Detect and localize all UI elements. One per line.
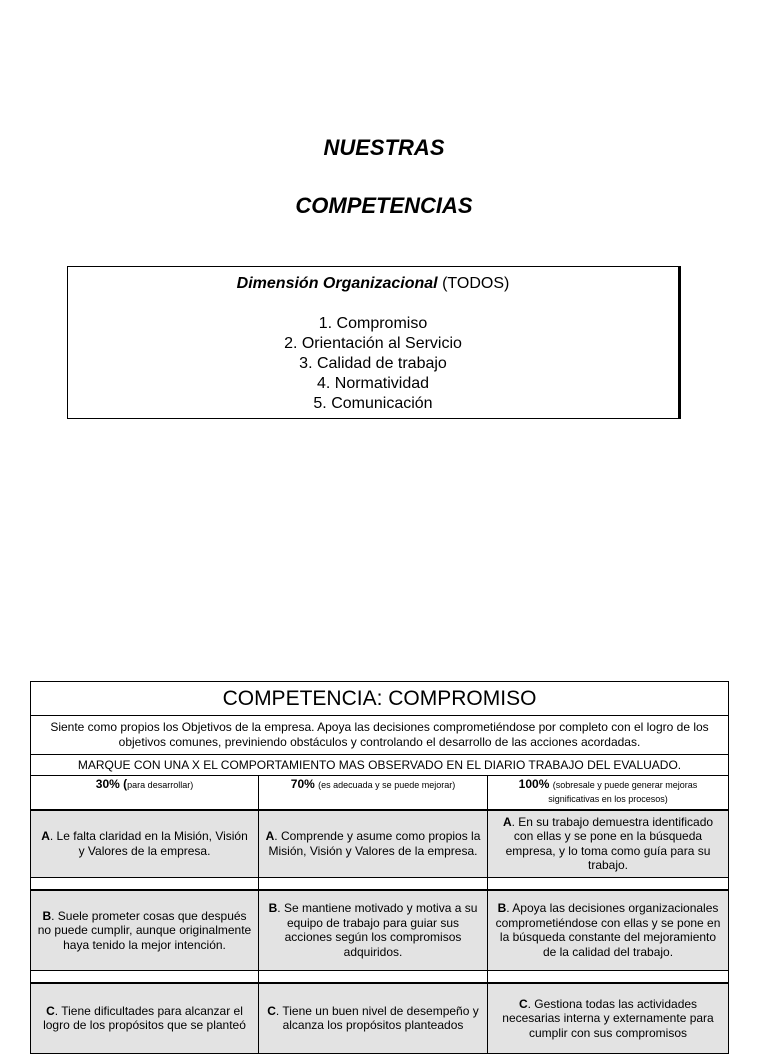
competency-list-item: 4. Normatividad	[316, 375, 430, 392]
blank-cell	[31, 877, 259, 890]
title-line-2: COMPETENCIAS	[295, 193, 473, 218]
behavior-option-b-100[interactable]: B. Apoya las decisiones organizacionales comprometiéndose con ellas y se pone en la búsqueda constante del mejoramiento de la calidad del trabajo.	[488, 890, 729, 971]
behavior-option-b-30[interactable]: B. Suele prometer cosas que después no puede cumplir, aunque originalmente haya tenido la mejor intención.	[31, 890, 259, 971]
dimension-box	[67, 266, 679, 419]
competency-list	[68, 314, 678, 414]
title-line-1: NUESTRAS	[323, 135, 445, 160]
level-header-100: 100% (sobresale y puede generar mejoras significativas en los procesos)	[488, 776, 729, 811]
blank-cell	[259, 877, 488, 890]
blank-cell	[259, 971, 488, 984]
dimension-heading	[68, 274, 678, 294]
blank-cell	[488, 971, 729, 984]
behavior-option-c-100[interactable]: C. Gestiona todas las actividades necesarias interna y externamente para cumplir con sus compromisos	[488, 983, 729, 1053]
competency-description: Siente como propios los Objetivos de la empresa. Apoya las decisiones comprometiéndose por completo con el logro de los objetivos comunes, previniendo obstáculos y controlando el desarrollo de las acciones acordadas.	[31, 716, 729, 755]
behavior-option-c-70[interactable]: C. Tiene un buen nivel de desempeño y alcanza los propósitos planteados	[259, 983, 488, 1053]
competency-list-item: 3. Calidad de trabajo	[299, 355, 447, 372]
instruction-text: MARQUE CON UNA X EL COMPORTAMIENTO MAS OBSERVADO EN EL DIARIO TRABAJO DEL EVALUADO.	[31, 755, 729, 776]
level-header-70: 70% (es adecuada y se puede mejorar)	[259, 776, 488, 811]
behavior-option-b-70[interactable]: B. Se mantiene motivado y motiva a su equipo de trabajo para guiar sus acciones según los compromisos adquiridos.	[259, 890, 488, 971]
competency-table	[30, 681, 729, 1054]
competency-list-item: 2. Orientación al Servicio	[284, 335, 462, 352]
competency-title: COMPETENCIA: COMPROMISO	[31, 682, 729, 716]
blank-cell	[488, 877, 729, 890]
level-header-30: 30% (para desarrollar)	[31, 776, 259, 811]
behavior-option-a-100[interactable]: A. En su trabajo demuestra identificado con ellas y se pone en la búsqueda empresa, y lo toma como guía para su trabajo.	[488, 810, 729, 877]
competency-list-item: 5. Comunicación	[313, 395, 433, 412]
blank-cell	[31, 971, 259, 984]
behavior-option-c-30[interactable]: C. Tiene dificultades para alcanzar el logro de los propósitos que se planteó	[31, 983, 259, 1053]
behavior-option-a-30[interactable]: A. Le falta claridad en la Misión, Visión y Valores de la empresa.	[31, 810, 259, 877]
dimension-scope: (TODOS)	[442, 275, 510, 292]
behavior-option-a-70[interactable]: A. Comprende y asume como propios la Misión, Visión y Valores de la empresa.	[259, 810, 488, 877]
competency-list-item: 1. Compromiso	[318, 315, 428, 332]
dimension-label: Dimensión Organizacional	[236, 275, 438, 292]
